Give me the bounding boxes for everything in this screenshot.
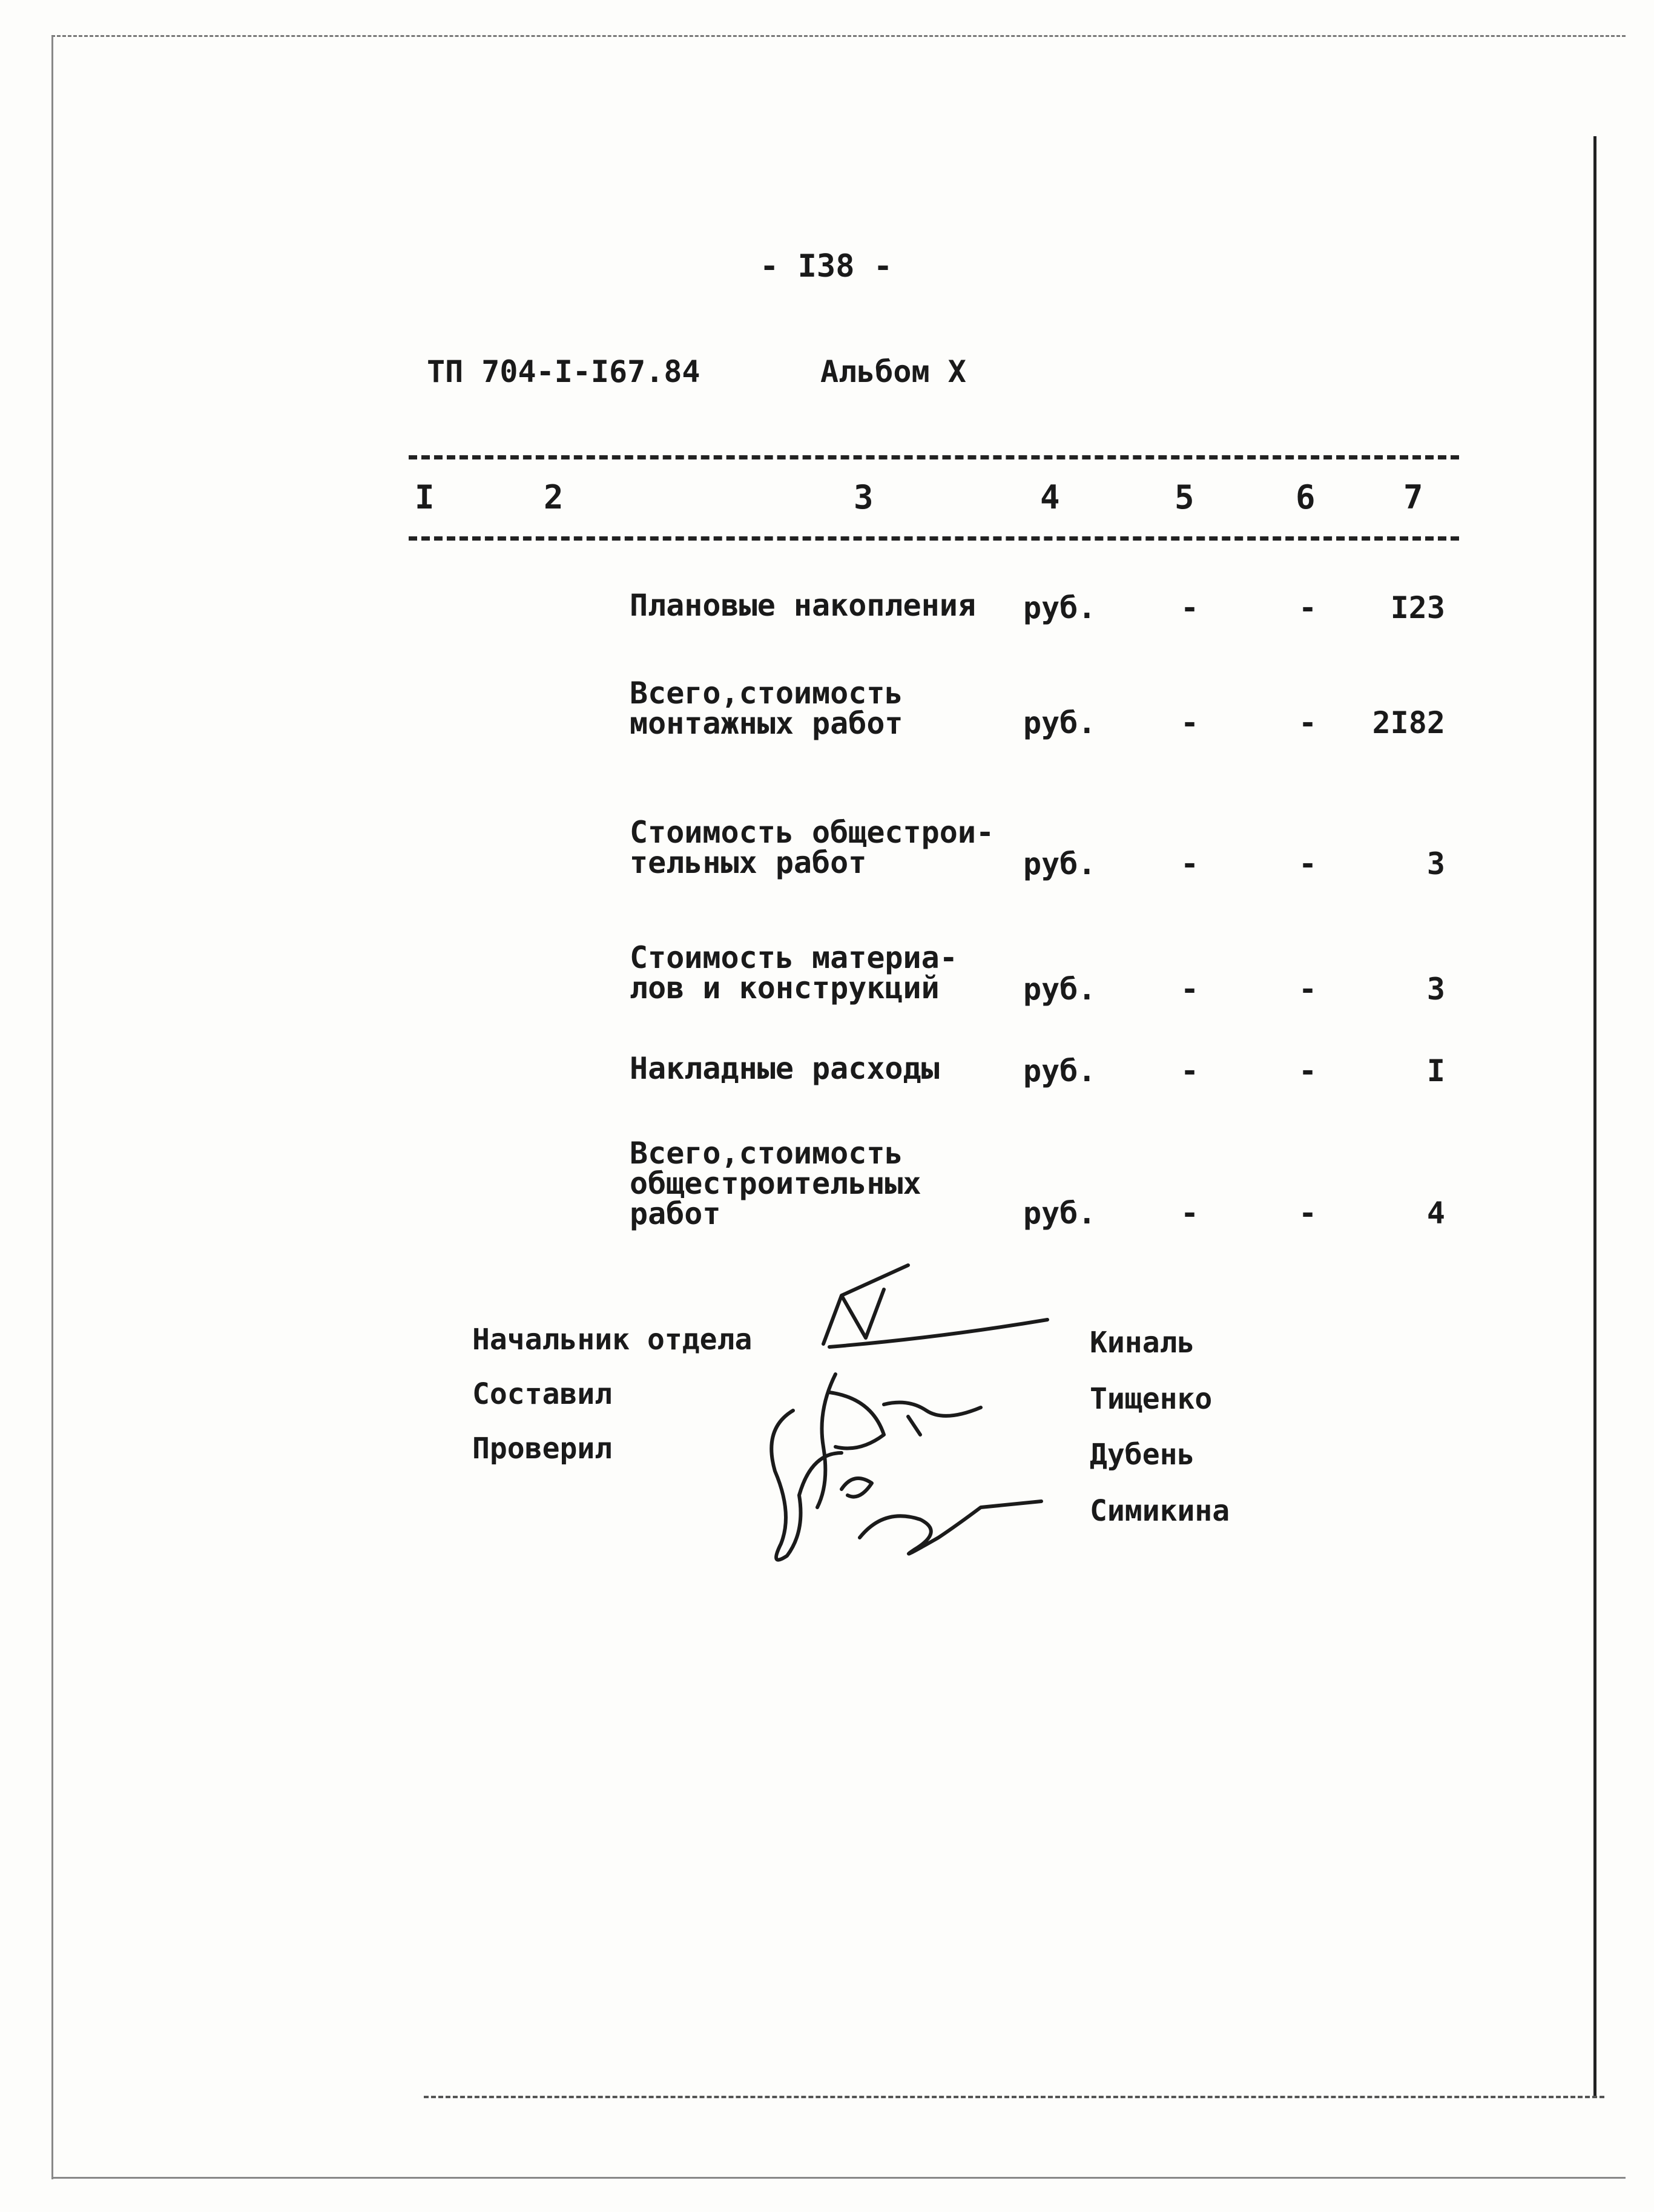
column-header-6: 6: [1296, 478, 1316, 516]
row-col6: -: [1299, 1053, 1317, 1088]
scan-border-right: [1593, 136, 1596, 2098]
role-compiled-by: Составил: [472, 1377, 613, 1411]
row-name-overhead: Накладные расходы: [630, 1051, 940, 1086]
row-unit: руб.: [1023, 972, 1096, 1007]
scan-border-bottom: [51, 2177, 1626, 2179]
page-number: - I38 -: [760, 248, 893, 285]
row-unit: руб.: [1023, 846, 1096, 881]
row-col5: -: [1181, 590, 1199, 625]
row-name-total-general-construction: Всего,стоимость общестроительных работ: [630, 1136, 921, 1231]
row-name-materials-cost: Стоимость материа- лов и конструкций: [630, 940, 958, 1006]
role-department-head: Начальник отдела: [472, 1323, 753, 1357]
name-simikina: Симикина: [1090, 1494, 1230, 1528]
row-col5: -: [1181, 846, 1199, 881]
column-header-5: 5: [1175, 478, 1194, 516]
row-unit: руб.: [1023, 1196, 1096, 1231]
row-name-general-construction-cost: Стоимость общестрои- тельных работ: [630, 815, 995, 880]
row-value: I23: [1390, 590, 1445, 625]
role-checked-by: Проверил: [472, 1432, 613, 1466]
table-header-bottom-rule: [409, 536, 1459, 541]
column-header-2: 2: [544, 478, 564, 516]
row-col6: -: [1299, 972, 1317, 1007]
table-header-top-rule: [409, 455, 1459, 459]
column-header-7: 7: [1403, 478, 1423, 516]
row-value: 3: [1426, 972, 1445, 1007]
row-col6: -: [1299, 846, 1317, 881]
row-unit: руб.: [1023, 705, 1096, 740]
row-col5: -: [1181, 1053, 1199, 1088]
name-kinal: Киналь: [1090, 1326, 1195, 1360]
row-value: I: [1426, 1053, 1445, 1088]
row-name-planned-savings: Плановые накопления: [630, 588, 976, 623]
document-code: ТП 704-I-I67.84: [427, 354, 700, 389]
row-unit: руб.: [1023, 1053, 1096, 1088]
row-col5: -: [1181, 1196, 1199, 1231]
row-value: 4: [1426, 1196, 1445, 1231]
scan-border-inner-bottom: [424, 2096, 1604, 2098]
row-col6: -: [1299, 590, 1317, 625]
scan-border-left: [51, 36, 53, 2179]
row-value: 2I82: [1372, 705, 1445, 740]
column-header-1: I: [415, 478, 435, 516]
row-unit: руб.: [1023, 590, 1096, 625]
column-header-4: 4: [1040, 478, 1060, 516]
name-tishchenko: Тищенко: [1090, 1382, 1213, 1416]
row-col6: -: [1299, 705, 1317, 740]
handwritten-signatures: [727, 1253, 1066, 1592]
name-duben: Дубень: [1090, 1438, 1195, 1472]
album-label: Альбом X: [820, 354, 966, 389]
scan-border-top: [51, 35, 1626, 37]
row-col5: -: [1181, 972, 1199, 1007]
row-col6: -: [1299, 1196, 1317, 1231]
row-name-total-installation: Всего,стоимость монтажных работ: [630, 676, 903, 741]
row-col5: -: [1181, 705, 1199, 740]
column-header-3: 3: [854, 478, 874, 516]
row-value: 3: [1426, 846, 1445, 881]
